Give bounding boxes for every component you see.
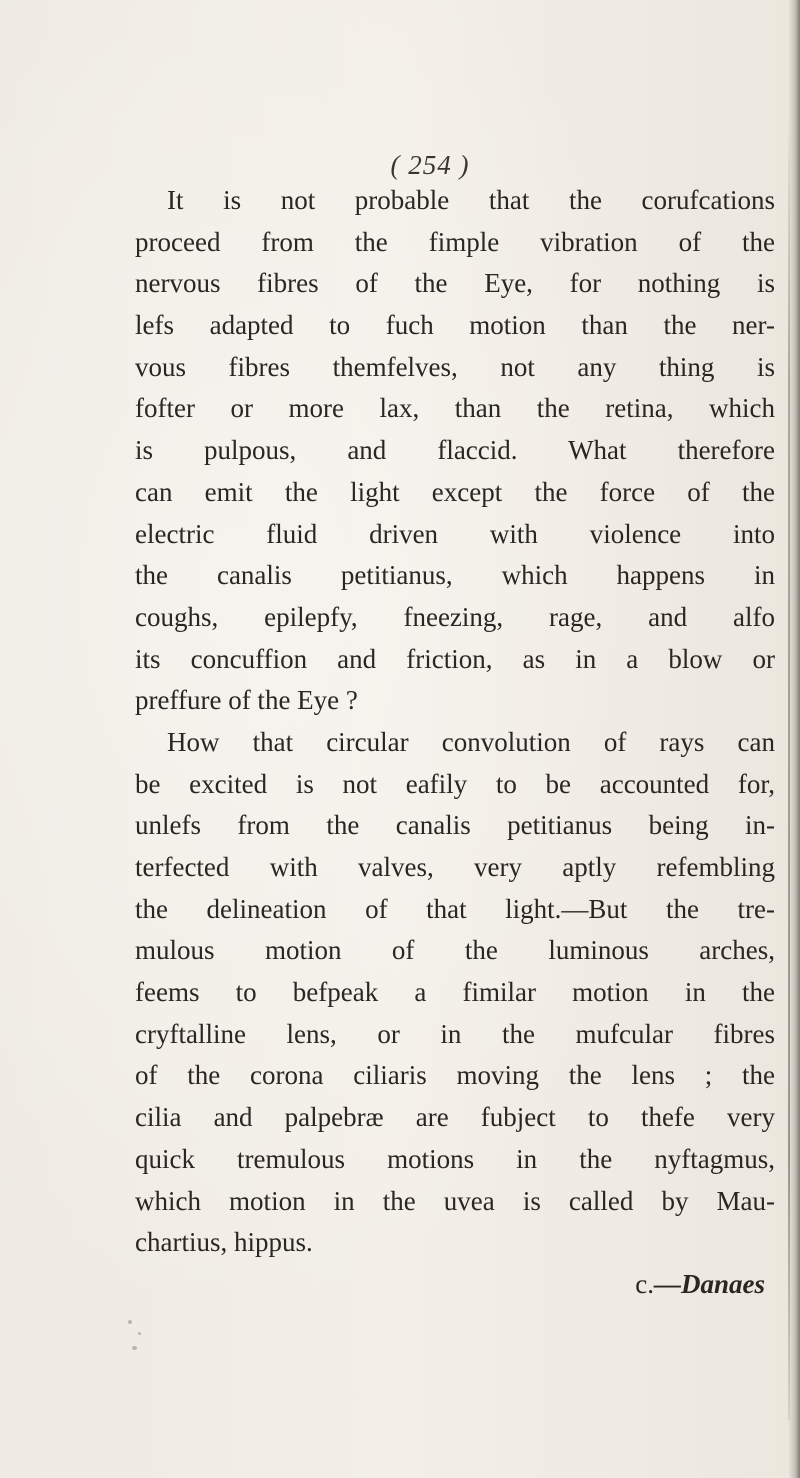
text-line: terfected with valves, very aptly refembling (135, 852, 775, 882)
text-line: preffure of the Eye ? (135, 685, 358, 716)
text-line: cryftalline lens, or in the mufcular fibres (135, 1018, 775, 1049)
text-line: of the corona ciliaris moving the lens ; the (135, 1060, 775, 1091)
body-text (135, 180, 775, 1306)
text-line: which motion in the uvea is called by Mau- (135, 1185, 775, 1216)
text-line: feems to befpeak a fimilar motion in the (135, 977, 775, 1008)
text-line: be excited is not eafily to be accounted for, (135, 768, 775, 799)
text-line: proceed from the fimple vibration of the (135, 226, 775, 257)
catchword: —Danaes (653, 1268, 765, 1299)
text-line: mulous motion of the luminous arches, (135, 935, 775, 966)
signature-mark: c. (635, 1268, 654, 1299)
text-line: coughs, epilepfy, fneezing, rage, and alfo (135, 601, 775, 632)
text-line: lefs adapted to fuch motion than the ner- (135, 310, 775, 341)
text-line: its concuffion and friction, as in a blow or (135, 643, 775, 674)
text-line: How that circular convolution of rays can (167, 726, 775, 757)
text-line: electric fluid driven with violence into (135, 518, 775, 549)
text-line: fofter or more lax, than the retina, which (135, 393, 775, 424)
page-edge-line (788, 120, 790, 1420)
paper-spot (138, 1332, 141, 1335)
text-line: chartius, hippus. (135, 1227, 313, 1258)
text-line: is pulpous, and flaccid. What therefore (135, 435, 775, 466)
page-number: ( 254 ) (390, 150, 470, 180)
text-line: cilia and palpebræ are fubject to thefe very (135, 1102, 775, 1133)
text-line: quick tremulous motions in the nyftagmus, (135, 1143, 775, 1174)
text-line: It is not probable that the corufcations (167, 185, 775, 215)
text-line: the delineation of that light.—But the tre- (135, 893, 775, 924)
text-line: can emit the light except the force of the (135, 476, 775, 507)
text-line: unlefs from the canalis petitianus being in- (135, 810, 775, 841)
text-line: nervous fibres of the Eye, for nothing is (135, 268, 775, 299)
text-line: vous fibres themfelves, not any thing is (135, 351, 775, 382)
footer-line (135, 1264, 775, 1306)
paper-spot (132, 1346, 137, 1350)
paper-spot (128, 1320, 132, 1324)
text-line: the canalis petitianus, which happens in (135, 560, 775, 591)
